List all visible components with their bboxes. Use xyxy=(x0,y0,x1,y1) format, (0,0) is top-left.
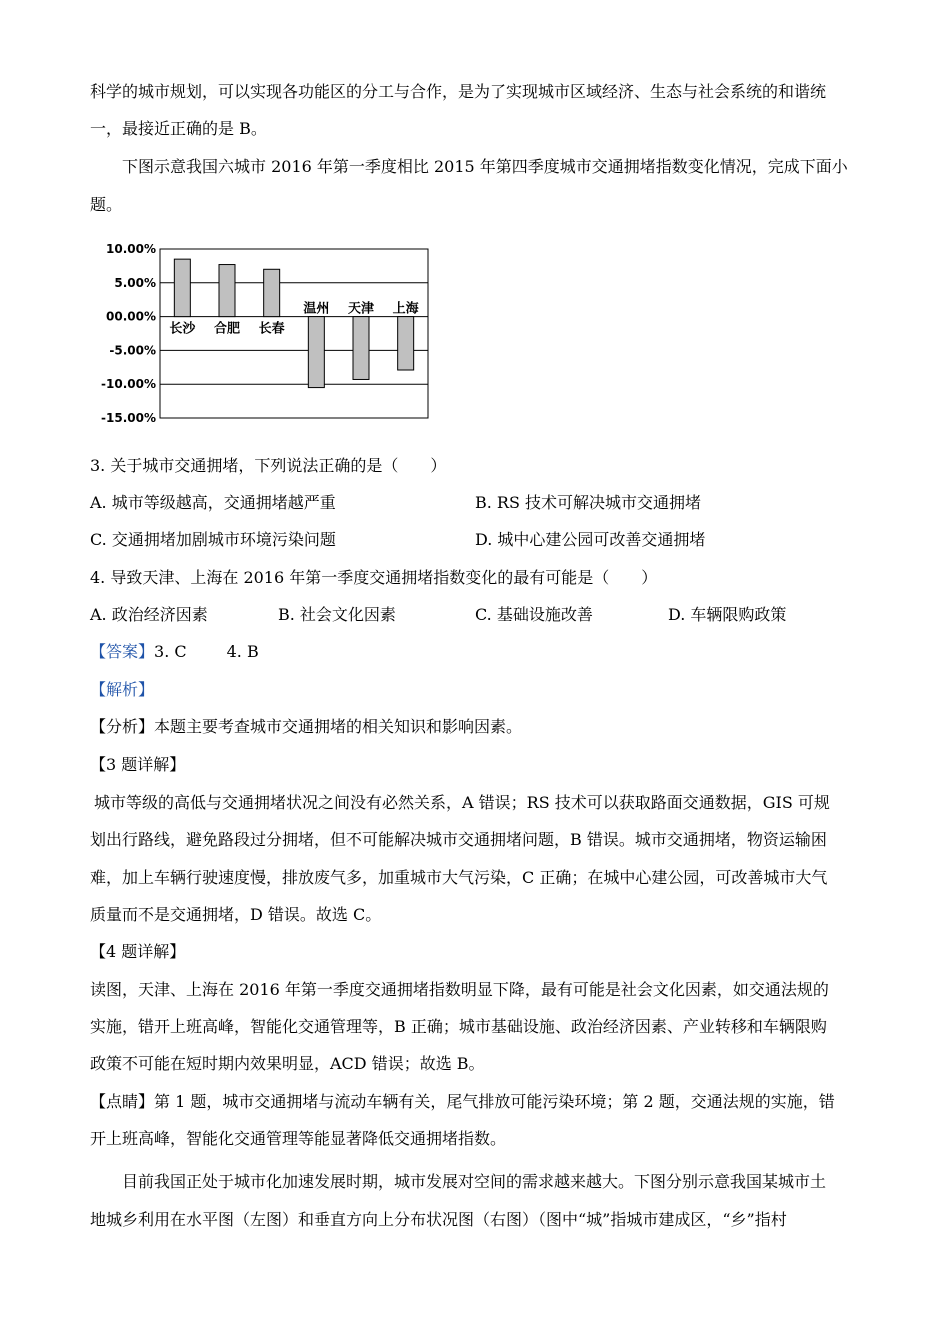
category-label: 长春 xyxy=(258,321,285,337)
category-label: 温州 xyxy=(303,301,330,317)
q4-stem: 4. 导致天津、上海在 2016 年第一季度交通拥堵指数变化的最有可能是（ ） xyxy=(90,568,658,587)
bar xyxy=(308,317,324,388)
q4-option-b: B. 社会文化因素 xyxy=(278,605,396,624)
plot-frame xyxy=(160,249,428,418)
detail-3-line-1: 城市等级的高低与交通拥堵状况之间没有必然关系，A 错误；RS 技术可以获取路面交通数据，GIS 可规 xyxy=(94,793,830,812)
detail-4-label: 【4 题详解】 xyxy=(90,942,186,961)
q4-option-c: C. 基础设施改善 xyxy=(475,605,593,624)
q3-stem: 3. 关于城市交通拥堵，下列说法正确的是（ ） xyxy=(90,456,447,475)
answer-4: 4. B xyxy=(226,642,259,661)
dianjing-label: 【点睛】 xyxy=(90,1092,155,1111)
dianjing-line-1: 第 1 题，城市交通拥堵与流动车辆有关，尾气排放可能污染环境；第 2 题，交通法规的实施，错 xyxy=(154,1092,835,1111)
stem-line-2: 题。 xyxy=(90,195,123,214)
category-label: 天津 xyxy=(347,301,375,317)
next-stem-line-1: 目前我国正处于城市化加速发展时期，城市发展对空间的需求越来越大。下图分别示意我国某城市土 xyxy=(122,1172,827,1191)
detail-3-label: 【3 题详解】 xyxy=(90,755,186,774)
y-tick-label: 10.00% xyxy=(106,242,156,256)
dianjing-line-2: 开上班高峰，智能化交通管理等能显著降低交通拥堵指数。 xyxy=(90,1129,507,1148)
intro-line-2: 一，最接近正确的是 B。 xyxy=(90,119,267,138)
detail-4-line-3: 政策不可能在短时期内效果明显，ACD 错误；故选 B。 xyxy=(90,1054,485,1073)
category-label: 合肥 xyxy=(213,321,241,337)
bar xyxy=(264,269,280,316)
answer-label: 【答案】 xyxy=(90,642,155,661)
answer-row xyxy=(90,642,259,662)
next-stem-line-2: 地城乡利用在水平图（左图）和垂直方向上分布状况图（右图）（图中“城”指城市建成区，“乡”指村 xyxy=(90,1210,787,1229)
fenxi-row xyxy=(90,717,522,737)
category-label: 长沙 xyxy=(169,321,196,337)
q4-option-d: D. 车辆限购政策 xyxy=(668,605,787,624)
traffic-index-bar-chart xyxy=(101,236,440,431)
answer-3: 3. C xyxy=(154,642,187,661)
detail-3-line-2: 划出行路线，避免路段过分拥堵，但不可能解决城市交通拥堵问题，B 错误。城市交通拥堵，物资运输困 xyxy=(90,830,827,849)
analysis-label: 【解析】 xyxy=(90,680,155,699)
y-tick-label: -15.00% xyxy=(101,411,156,425)
y-tick-label: -5.00% xyxy=(109,343,156,358)
bar xyxy=(219,265,235,317)
y-tick-label: 5.00% xyxy=(114,275,156,290)
fenxi-text: 本题主要考查城市交通拥堵的相关知识和影响因素。 xyxy=(154,717,523,736)
dianjing-row xyxy=(90,1092,835,1112)
category-label: 上海 xyxy=(392,301,419,317)
y-tick-label: -10.00% xyxy=(101,377,156,392)
q3-option-d: D. 城中心建公园可改善交通拥堵 xyxy=(475,530,706,549)
intro-line-1: 科学的城市规划，可以实现各功能区的分工与合作，是为了实现城市区域经济、生态与社会系统的和谐统 xyxy=(90,82,827,101)
bar xyxy=(353,317,369,380)
detail-4-line-2: 实施，错开上班高峰，智能化交通管理等，B 正确；城市基础设施、政治经济因素、产业转移和车辆限购 xyxy=(90,1017,827,1036)
bar xyxy=(174,259,190,316)
detail-3-line-3: 难，加上车辆行驶速度慢，排放废气多，加重城市大气污染，C 正确；在城中心建公园，可改善城市大气 xyxy=(90,868,828,887)
bar xyxy=(398,317,414,370)
y-tick-label: 00.00% xyxy=(106,309,156,324)
detail-4-line-1: 读图，天津、上海在 2016 年第一季度交通拥堵指数明显下降，最有可能是社会文化因素，如交通法规的 xyxy=(90,980,829,999)
detail-3-line-4: 质量而不是交通拥堵，D 错误。故选 C。 xyxy=(90,905,382,924)
fenxi-label: 【分析】 xyxy=(90,717,155,736)
q3-option-c: C. 交通拥堵加剧城市环境污染问题 xyxy=(90,530,336,549)
q3-option-a: A. 城市等级越高，交通拥堵越严重 xyxy=(90,493,336,512)
q4-option-a: A. 政治经济因素 xyxy=(90,605,208,624)
q3-option-b: B. RS 技术可解决城市交通拥堵 xyxy=(475,493,702,512)
stem-line-1: 下图示意我国六城市 2016 年第一季度相比 2015 年第四季度城市交通拥堵指数变化情况，完成下面小 xyxy=(122,157,848,176)
